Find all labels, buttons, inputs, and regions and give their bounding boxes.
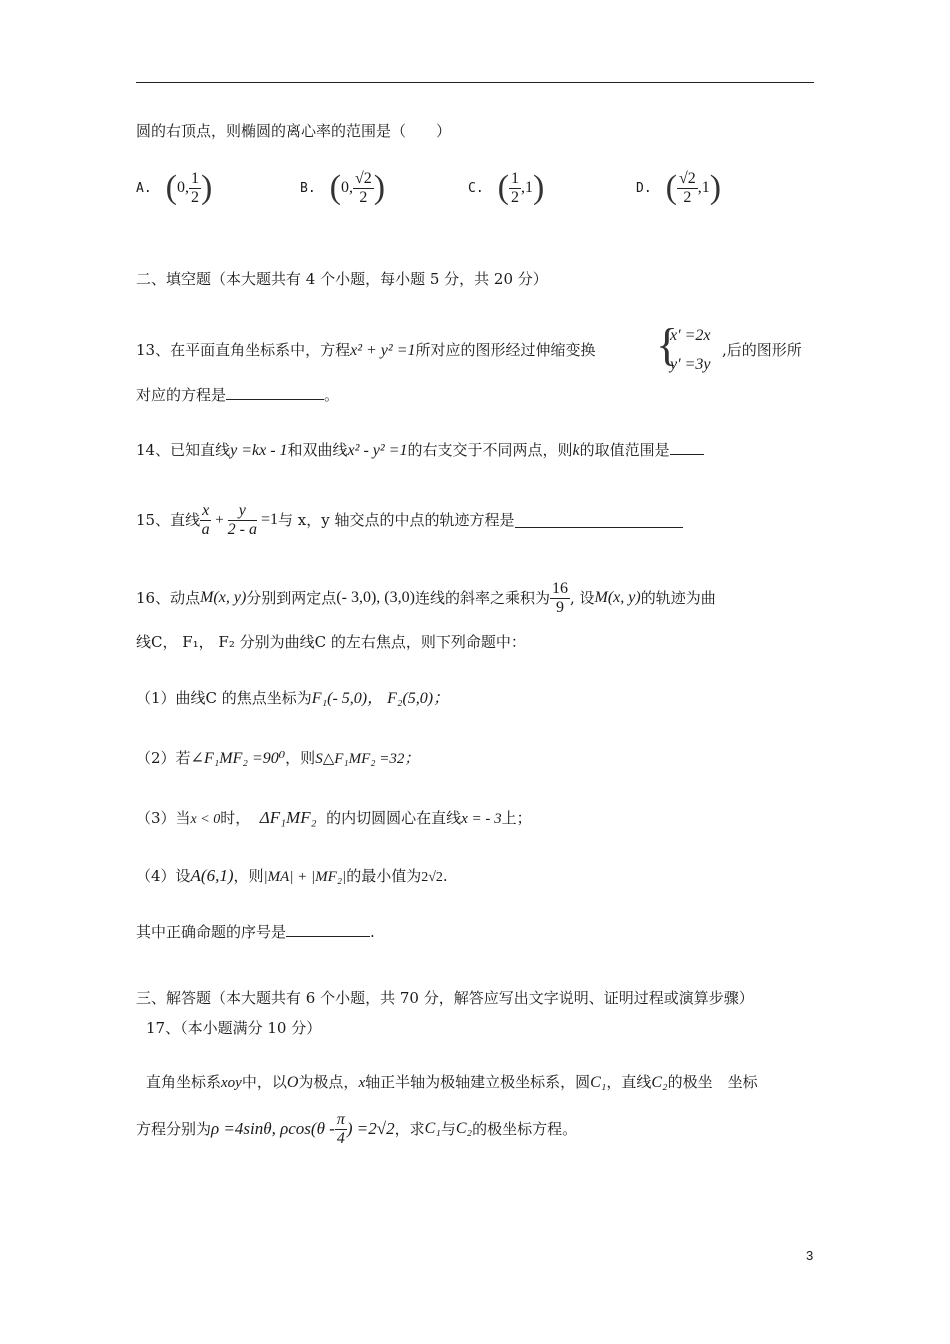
option-c-den: 2 [510,188,519,206]
q16-s2-d: S△F₁MF₂ =32； [315,751,420,767]
q15-eq: =1 [261,511,279,528]
option-c-label: C. [468,180,484,196]
paren-open: ( [329,169,341,206]
q17-l2-h: 的极坐标方程。 [472,1120,578,1138]
q16-s4-a: （4）设 [136,867,191,885]
q16-s2-c: ，则 [285,749,316,767]
q13-prefix: 13、在平面直角坐标系中，方程 [136,341,351,359]
q17-l2-c: ) =2√2 [346,1119,395,1138]
q17-title: 17、（本小题满分 10 分） [146,1019,322,1037]
q16-s3-d: ΔF₁MF₂ [259,808,317,827]
paren-open: ( [497,169,509,206]
q17-frac-num: π [336,1110,345,1128]
q17-frac [335,1111,347,1148]
q14-line [136,440,704,461]
q12-tail: 圆的右顶点，则椭圆的离心率的范围是（ ） [136,122,452,140]
option-c-frac [509,170,521,207]
q16-ratio [550,580,570,617]
option-b-left: 0, [340,179,353,196]
q16-s2-a: （2）若 [136,749,191,767]
q16-s1-b: F₁(- 5,0)， F₂(5,0)； [311,690,450,707]
q16-ask-end: . [370,923,375,941]
q16-s1-a: （1）曲线C 的焦点坐标为 [136,689,312,707]
option-c-num: 1 [510,169,519,187]
q16-s4-b: A(6,1) [190,866,234,885]
q13-transform-1: x′ =2x [670,327,711,344]
q17-frac-den: 4 [336,1129,345,1147]
q15-frac1 [200,502,211,539]
q14-mid2: 的右支交于不同两点，则 [407,441,573,459]
q16-line1: 16、动点 M(x, y) 分别到两定点 (- 3,0) , (3,0) 连线的斜率之乘积为 $\frac{16}{9}$ , 设 M(x, y) 的轨迹为曲 [136,579,716,616]
q16-statement-2 [136,748,419,769]
q16-ask [136,922,375,942]
q16-statement-4 [136,866,448,888]
q16-line1-e: 的轨迹为曲 [640,589,716,607]
q17-l1-i: ，直线 [606,1073,652,1091]
q16-s3-c: 时， [220,809,251,827]
q17-line1 [146,1072,758,1093]
paren-open: ( [665,169,677,206]
q16-line2: 线C， F₁， F₂ 分别为曲线C 的左右焦点，则下列命题中： [136,633,526,651]
option-b-label: B. [300,180,316,196]
q15-plus: + [215,512,224,528]
q16-s3-a: （3）当 [136,809,191,827]
option-d-label: D. [636,180,652,196]
q16-s3-e: 的内切圆圆心在直线 [326,809,462,827]
option-a-frac [189,170,201,207]
q16-s4-c: ，则 [233,867,264,885]
q14-var: k [572,442,580,459]
q16-point-2: (3,0) [384,589,415,606]
q17-l1-h: C₁ [590,1074,607,1091]
header-rule [136,82,814,83]
q13-transform-2: y′ =3y [670,356,711,373]
section2-heading: 二、填空题（本大题共有 4 个小题，每小题 5 分，共 20 分） [136,270,548,288]
q17-l1-a: 直角坐标系 [146,1073,222,1091]
option-d-den: 2 [683,188,692,206]
q16-s4-g: . [442,867,448,885]
page-number: 3 [806,1248,814,1263]
q16-ratio-den: 9 [555,598,564,616]
q17-l2-a: 方程分别为 [136,1120,212,1138]
q14-answer-blank[interactable] [670,440,704,455]
q13-line2 [136,385,339,405]
option-a-num: 1 [190,169,199,187]
q16-point-m2: M(x, y) [594,589,641,606]
option-a-den: 2 [190,188,199,206]
q17-l1-k: 的极坐 坐标 [667,1073,758,1091]
q17-l2-g: C₂ [455,1120,473,1137]
q13-answer-blank[interactable] [226,385,324,400]
q16-statement-1 [136,688,449,709]
q16-s2-b: ∠F₁MF₂ =90⁰ [190,750,286,767]
q16-point-m: M(x, y) [200,589,247,606]
q16-s4-d: |MA| + |MF₂| [263,869,347,885]
option-c [468,160,544,216]
q15-line [136,496,683,544]
q16-s4-f: 2√2 [421,870,443,885]
q16-s3-b: x < 0 [190,812,221,827]
q17-l1-f: x [358,1075,366,1091]
option-b-num: √2 [354,169,372,187]
q16-line1-a: 16、动点 [136,589,201,607]
q13-equation: x² + y² =1 [350,342,416,359]
q14-prefix: 14、已知直线 [136,441,231,459]
paren-close: ) [709,169,722,206]
q14-mid1: 和双曲线 [287,441,348,459]
q16-answer-blank[interactable] [286,922,370,937]
q16-line1-b: 分别到两定点 [246,589,337,607]
q16-line1-c: 连线的斜率之乘积为 [414,589,550,607]
q13-brace: { [656,319,679,370]
q16-point-1: (- 3,0) [336,589,377,606]
option-d-num: √2 [678,169,696,187]
q17-l1-g: 轴正半轴为极轴建立极坐标系，圆 [365,1073,591,1091]
q13-suffix: ,后的图形所 [722,341,802,359]
q15-answer-blank[interactable] [515,513,683,528]
q16-s4-e: 的最小值为 [346,867,422,885]
q15-frac1-num: x [202,501,210,519]
q15-prefix: 15、直线 [136,511,201,529]
q17-l2-e: C₁ [424,1120,441,1137]
q14-suffix: 的取值范围是 [579,441,670,459]
q14-line-eq: y =kx - 1 [230,442,288,459]
q17-l1-b: xoy [221,1075,242,1091]
q16-ratio-num: 16 [551,579,568,597]
section3-heading: 三、解答题（本大题共有 6 个小题，共 70 分，解答应写出文字说明、证明过程或演算步骤） [136,989,754,1007]
q15-suffix: 与 x，y 轴交点的中点的轨迹方程是 [278,511,515,529]
q14-hyperbola: x² - y² =1 [347,442,408,459]
option-b [300,160,385,216]
option-b-frac [353,170,374,207]
q15-frac2-den: 2 - a [227,520,257,538]
q17-l2-b: ρ =4sinθ, ρcos(θ - [211,1119,335,1138]
q16-ask-text: 其中正确命题的序号是 [136,923,287,941]
q15-frac1-den: a [201,520,210,538]
option-a [136,160,212,216]
q15-frac2-num: y [228,502,257,521]
option-a-left: 0, [176,179,189,196]
q17-l2-f: 与 [440,1120,456,1138]
paren-open: ( [165,169,177,206]
q16-statement-3 [136,808,532,830]
q15-frac2 [228,502,257,539]
paren-close: ) [200,169,213,206]
q17-l1-j: C₂ [651,1074,668,1091]
option-c-right: ,1 [520,179,533,196]
paren-close: ) [373,169,386,206]
paren-close: ) [532,169,545,206]
option-b-den: 2 [359,188,368,206]
q17-l2-d: ，求 [394,1120,425,1138]
q13-end: 。 [324,386,340,404]
option-d-right: ,1 [697,179,710,196]
q13-line1 [136,340,596,361]
option-a-label: A. [136,180,152,196]
q16-s3-f: x = - 3 [461,811,502,827]
q16-line1-d: , 设 [569,589,595,607]
q13-middle: 所对应的图形经过伸缩变换 [415,341,596,359]
q17-line2 [136,1106,577,1152]
q17-l1-d: O [286,1074,299,1091]
option-d-frac [677,170,698,207]
q17-l1-c: 中，以 [241,1073,287,1091]
q16-s3-g: 上； [501,809,532,827]
q17-l1-e: 为极点， [298,1073,359,1091]
option-d [636,160,721,216]
q13-line2-text: 对应的方程是 [136,386,227,404]
